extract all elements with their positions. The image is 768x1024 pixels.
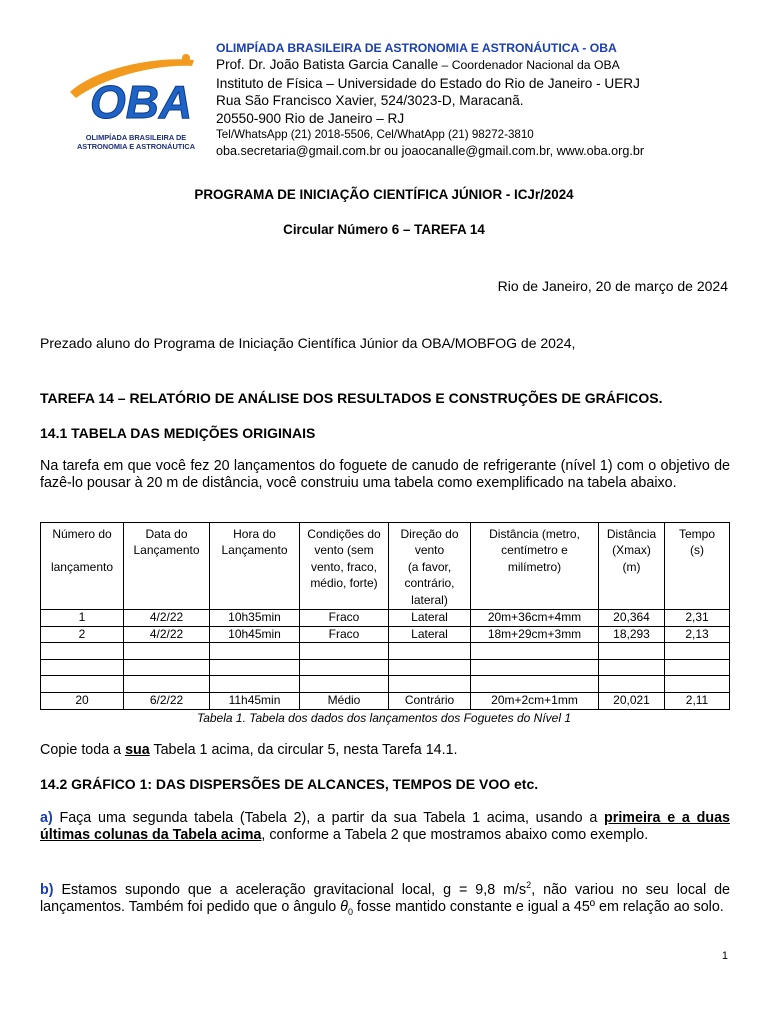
table-cell bbox=[124, 676, 210, 693]
table-header-cell: Data do Lançamento bbox=[124, 523, 210, 610]
table-header-cell: Distância (Xmax) (m) bbox=[599, 523, 665, 610]
measurements-table bbox=[40, 522, 730, 710]
table-cell: Fraco bbox=[300, 610, 389, 627]
date-line: Rio de Janeiro, 20 de março de 2024 bbox=[497, 278, 728, 294]
table-cell: 4/2/22 bbox=[124, 626, 210, 643]
item-b-label: b) bbox=[40, 881, 54, 898]
table-cell bbox=[599, 659, 665, 676]
table-cell bbox=[41, 643, 124, 660]
greeting: Prezado aluno do Programa de Iniciação Científica Júnior da OBA/MOBFOG de 2024, bbox=[40, 335, 576, 351]
table-cell: 20,364 bbox=[599, 610, 665, 627]
table-cell bbox=[210, 659, 300, 676]
logo-caption-line-1: OLIMPÍADA BRASILEIRA DE bbox=[85, 133, 187, 142]
table-cell: 6/2/22 bbox=[124, 692, 210, 709]
table-cell bbox=[300, 676, 389, 693]
theta-subscript: 0 bbox=[347, 906, 353, 917]
table-cell: Lateral bbox=[389, 626, 471, 643]
table-cell: Lateral bbox=[389, 610, 471, 627]
item-b-paragraph bbox=[40, 877, 730, 920]
intro-paragraph: Na tarefa em que você fez 20 lançamentos do foguete de canudo de refrigerante (nível 1) com o objetivo de fazê-lo pousar à 20 m de distância, você construiu uma tabela como exemplificado na tabela abaixo. bbox=[40, 458, 730, 491]
task-heading: TAREFA 14 – RELATÓRIO DE ANÁLISE DOS RESULTADOS E CONSTRUÇÕES DE GRÁFICOS. bbox=[40, 390, 663, 406]
table-cell: 18m+29cm+3mm bbox=[471, 626, 599, 643]
table-cell bbox=[124, 643, 210, 660]
table-cell bbox=[300, 643, 389, 660]
table-header-cell: Condições do vento (sem vento, fraco, médio, forte) bbox=[300, 523, 389, 610]
circular-title: Circular Número 6 – TAREFA 14 bbox=[283, 222, 485, 237]
table-caption: Tabela 1. Tabela dos dados dos lançamentos dos Foguetes do Nível 1 bbox=[196, 711, 572, 725]
program-title: PROGRAMA DE INICIAÇÃO CIENTÍFICA JÚNIOR - ICJr/2024 bbox=[194, 187, 574, 202]
table-cell: 10h35min bbox=[210, 610, 300, 627]
table-cell: 4/2/22 bbox=[124, 610, 210, 627]
table-cell: 2,11 bbox=[665, 692, 730, 709]
copy-instruction-text-end: Tabela 1 acima, da circular 5, nesta Tarefa 14.1. bbox=[149, 742, 458, 758]
table-cell: 11h45min bbox=[210, 692, 300, 709]
table-cell: Médio bbox=[300, 692, 389, 709]
table-cell: 20m+36cm+4mm bbox=[471, 610, 599, 627]
table-cell bbox=[389, 643, 471, 660]
coordinator-name: Prof. Dr. João Batista Garcia Canalle bbox=[216, 57, 439, 72]
table-cell bbox=[471, 643, 599, 660]
org-name: OLIMPÍADA BRASILEIRA DE ASTRONOMIA E ASTRONÁUTICA - OBA bbox=[216, 41, 617, 55]
table-cell bbox=[665, 643, 730, 660]
copy-instruction-text: Copie toda a bbox=[40, 742, 126, 758]
table-cell: 20 bbox=[41, 692, 124, 709]
table-cell bbox=[300, 659, 389, 676]
table-cell: 18,293 bbox=[599, 626, 665, 643]
table-cell: 10h45min bbox=[210, 626, 300, 643]
emails-line: oba.secretaria@gmail.com.br ou joaocanalle@gmail.com.br, www.oba.org.br bbox=[216, 143, 645, 158]
phones-line: Tel/WhatsApp (21) 2018-5506, Cel/WhatApp (21) 98272-3810 bbox=[216, 128, 534, 142]
table-cell bbox=[210, 676, 300, 693]
section-heading-14-2: 14.2 GRÁFICO 1: DAS DISPERSÕES DE ALCANCES, TEMPOS DE VOO etc. bbox=[40, 776, 539, 792]
letterhead bbox=[216, 40, 756, 160]
theta-symbol: θ bbox=[340, 898, 348, 915]
table-header-cell: Tempo (s) bbox=[665, 523, 730, 610]
table-header-cell: Distância (metro, centímetro e milímetro) bbox=[471, 523, 599, 610]
table-cell: 2,13 bbox=[665, 626, 730, 643]
table-cell bbox=[210, 643, 300, 660]
page-number: 1 bbox=[721, 950, 728, 962]
table-cell: 20,021 bbox=[599, 692, 665, 709]
table-cell bbox=[389, 676, 471, 693]
table-cell bbox=[124, 659, 210, 676]
table-header-cell: Direção do vento (a favor, contrário, lateral) bbox=[389, 523, 471, 610]
table-cell: 2,31 bbox=[665, 610, 730, 627]
logo-text: OBA bbox=[90, 76, 193, 128]
item-b-text-2: , não variou no seu local de lançamentos. Também foi pedido que o ângulo bbox=[40, 881, 730, 915]
copy-instruction bbox=[40, 742, 730, 759]
table-row bbox=[41, 676, 730, 693]
city-line: 20550-900 Rio de Janeiro – RJ bbox=[216, 110, 405, 126]
coordinator-role: – Coordenador Nacional da OBA bbox=[438, 58, 620, 72]
logo-caption-line-2: ASTRONOMIA E ASTRONÁUTICA bbox=[76, 142, 196, 151]
item-a-text: Faça uma segunda tabela (Tabela 2), a partir da sua Tabela 1 acima, usando a bbox=[52, 810, 605, 826]
table-header-cell: Hora do Lançamento bbox=[210, 523, 300, 610]
institute-line: Instituto de Física – Universidade do Estado do Rio de Janeiro - UERJ bbox=[216, 75, 640, 91]
address-line: Rua São Francisco Xavier, 524/3023-D, Maracanã. bbox=[216, 93, 524, 109]
table-header-row bbox=[41, 523, 730, 610]
table-cell bbox=[665, 659, 730, 676]
table-cell bbox=[41, 659, 124, 676]
table-cell bbox=[389, 659, 471, 676]
table-cell bbox=[599, 643, 665, 660]
item-a-text-end: , conforme a Tabela 2 que mostramos abaixo como exemplo. bbox=[261, 826, 649, 843]
table-row bbox=[41, 610, 730, 627]
table-cell: 1 bbox=[41, 610, 124, 627]
table-row bbox=[41, 626, 730, 643]
oba-logo bbox=[66, 48, 206, 158]
table-header-cell: Número do lançamento bbox=[41, 523, 124, 610]
item-a-emphasis: primeira e a duas últimas colunas da Tabela acima bbox=[40, 810, 730, 843]
section-heading-14-1: 14.1 TABELA DAS MEDIÇÕES ORIGINAIS bbox=[40, 425, 316, 441]
table-cell bbox=[665, 676, 730, 693]
table-row bbox=[41, 692, 730, 709]
table-cell bbox=[599, 676, 665, 693]
table-cell bbox=[471, 659, 599, 676]
coordinator-line bbox=[216, 56, 756, 75]
item-b-superscript: 2 bbox=[526, 880, 532, 890]
table-row bbox=[41, 659, 730, 676]
item-b-text-1: Estamos supondo que a aceleração gravitacional local, g = 9,8 m/s bbox=[53, 881, 527, 898]
table-cell bbox=[471, 676, 599, 693]
table-cell: 2 bbox=[41, 626, 124, 643]
item-b-text-3: fosse mantido constante e igual a 45º em relação ao solo. bbox=[352, 898, 724, 915]
table-row bbox=[41, 643, 730, 660]
table-cell: Contrário bbox=[389, 692, 471, 709]
item-a-label: a) bbox=[40, 810, 53, 826]
table-cell: 20m+2cm+1mm bbox=[471, 692, 599, 709]
item-a-paragraph bbox=[40, 810, 730, 844]
copy-instruction-emphasis: sua bbox=[125, 742, 150, 758]
table-cell: Fraco bbox=[300, 626, 389, 643]
table-cell bbox=[41, 676, 124, 693]
